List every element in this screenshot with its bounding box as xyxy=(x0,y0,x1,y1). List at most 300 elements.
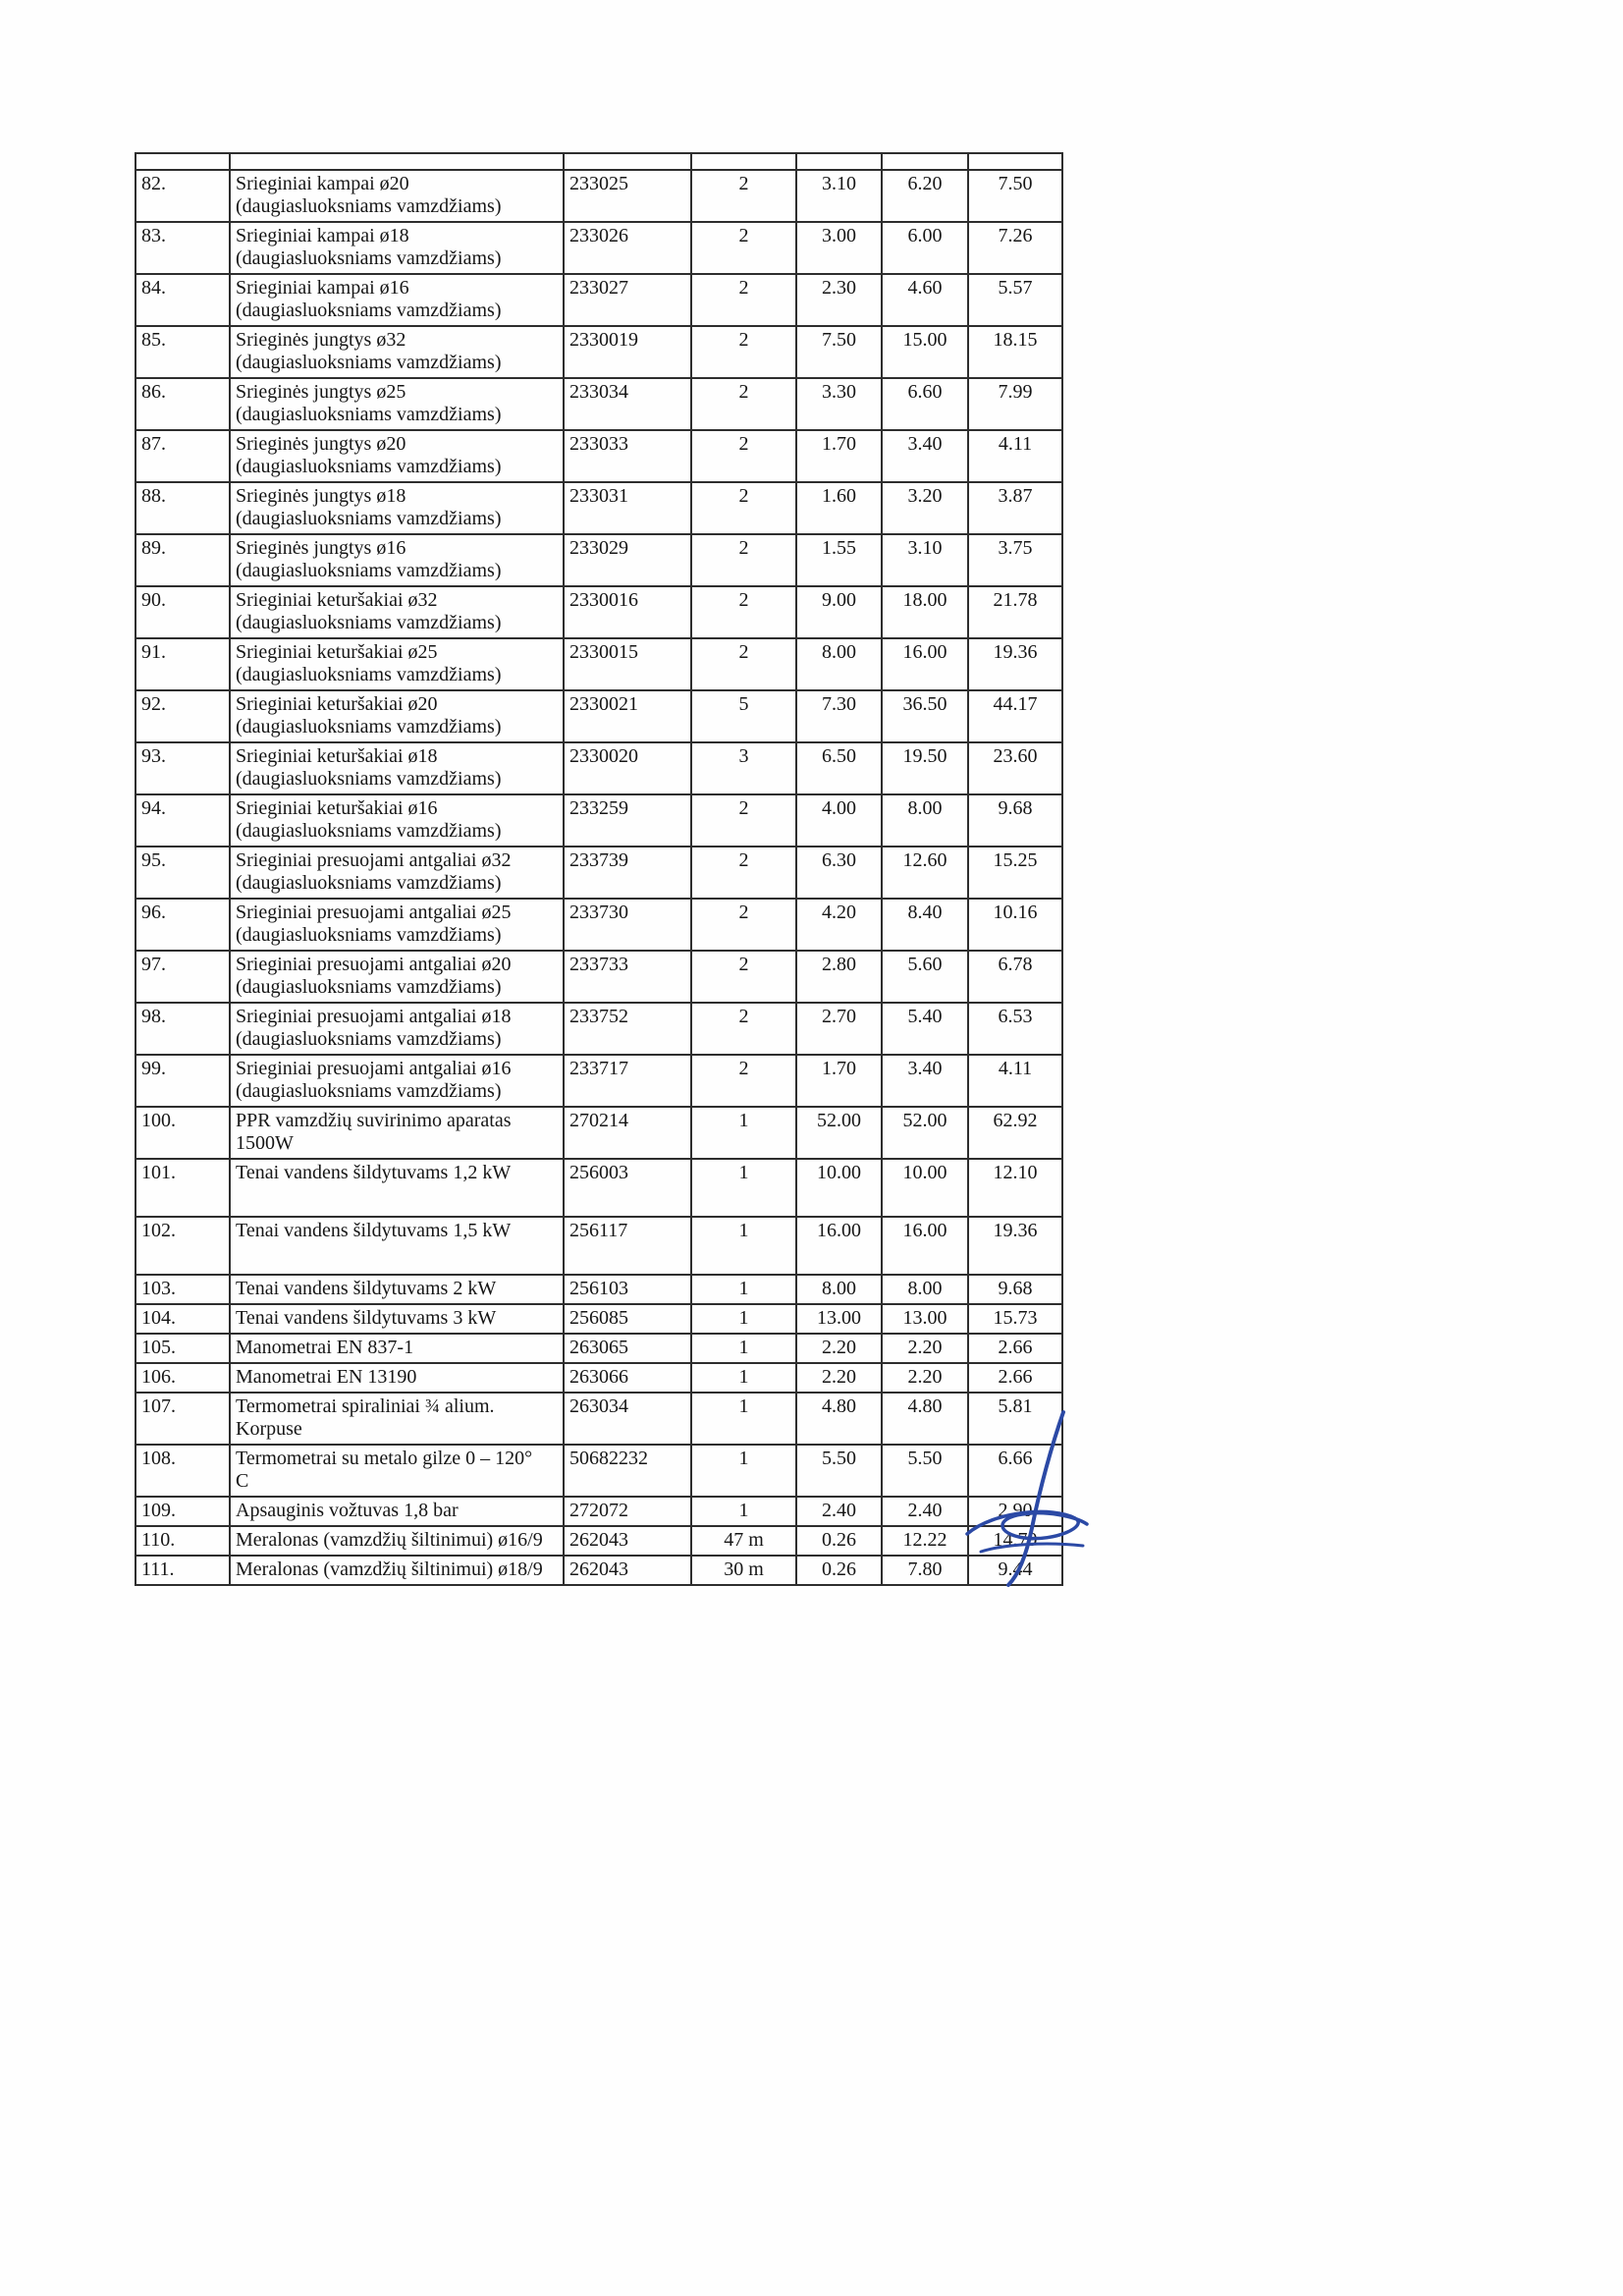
description-line: Srieginės jungtys ø20 xyxy=(236,433,406,455)
row-number: 94. xyxy=(135,794,230,847)
row-quantity: 2 xyxy=(691,847,796,899)
row-number: 82. xyxy=(135,170,230,222)
row-number: 96. xyxy=(135,899,230,951)
description-line: PPR vamzdžių suvirinimo aparatas xyxy=(236,1110,512,1131)
row-quantity: 1 xyxy=(691,1159,796,1217)
table-row xyxy=(135,794,1062,847)
row-code: 233733 xyxy=(564,951,691,1003)
row-amount-vat: 5.57 xyxy=(968,274,1062,326)
description-line: (daugiasluoksniams vamzdžiams) xyxy=(236,976,502,998)
row-code: 233259 xyxy=(564,794,691,847)
row-amount-vat: 10.16 xyxy=(968,899,1062,951)
row-quantity: 2 xyxy=(691,794,796,847)
row-number: 108. xyxy=(135,1445,230,1497)
row-number: 85. xyxy=(135,326,230,378)
description-line: (daugiasluoksniams vamzdžiams) xyxy=(236,560,502,581)
table-row xyxy=(135,951,1062,1003)
row-amount-vat: 7.99 xyxy=(968,378,1062,430)
row-description xyxy=(230,378,564,430)
row-unit-price: 2.40 xyxy=(796,1497,882,1526)
row-number: 84. xyxy=(135,274,230,326)
table-row xyxy=(135,1304,1062,1334)
row-amount-vat: 44.17 xyxy=(968,690,1062,742)
table-row xyxy=(135,847,1062,899)
table-row xyxy=(135,1526,1062,1556)
table-row xyxy=(135,378,1062,430)
row-amount: 6.00 xyxy=(882,222,968,274)
table-row xyxy=(135,1556,1062,1585)
description-line: Tenai vandens šildytuvams 3 kW xyxy=(236,1307,497,1329)
row-unit-price: 0.26 xyxy=(796,1556,882,1585)
description-line: (daugiasluoksniams vamzdžiams) xyxy=(236,924,502,946)
row-quantity: 1 xyxy=(691,1217,796,1275)
row-number: 88. xyxy=(135,482,230,534)
row-unit-price: 2.20 xyxy=(796,1334,882,1363)
table-body xyxy=(135,153,1062,1585)
row-number: 89. xyxy=(135,534,230,586)
row-description xyxy=(230,847,564,899)
row-amount: 7.80 xyxy=(882,1556,968,1585)
row-description xyxy=(230,1217,564,1275)
row-quantity: 2 xyxy=(691,534,796,586)
row-unit-price: 3.30 xyxy=(796,378,882,430)
signature-strokes xyxy=(967,1412,1087,1585)
row-amount: 4.60 xyxy=(882,274,968,326)
row-amount-vat: 6.66 xyxy=(968,1445,1062,1497)
table-row xyxy=(135,1107,1062,1159)
description-line: C xyxy=(236,1470,249,1492)
row-code: 256117 xyxy=(564,1217,691,1275)
table-row xyxy=(135,222,1062,274)
description-line: 1500W xyxy=(236,1132,294,1154)
row-quantity: 2 xyxy=(691,274,796,326)
row-number: 87. xyxy=(135,430,230,482)
description-line: (daugiasluoksniams vamzdžiams) xyxy=(236,300,502,321)
row-amount-vat: 12.10 xyxy=(968,1159,1062,1217)
description-line: Srieginiai presuojami antgaliai ø18 xyxy=(236,1006,512,1027)
row-number: 90. xyxy=(135,586,230,638)
row-amount-vat: 18.15 xyxy=(968,326,1062,378)
empty-cell xyxy=(796,153,882,170)
row-number: 101. xyxy=(135,1159,230,1217)
row-description xyxy=(230,794,564,847)
row-amount: 3.20 xyxy=(882,482,968,534)
row-quantity: 2 xyxy=(691,1003,796,1055)
description-line: Manometrai EN 13190 xyxy=(236,1366,417,1388)
description-line: Srieginiai presuojami antgaliai ø16 xyxy=(236,1058,512,1079)
row-description xyxy=(230,1275,564,1304)
description-line: Srieginiai presuojami antgaliai ø25 xyxy=(236,902,512,923)
row-unit-price: 6.30 xyxy=(796,847,882,899)
table-row xyxy=(135,274,1062,326)
row-amount-vat: 4.11 xyxy=(968,430,1062,482)
row-description xyxy=(230,222,564,274)
row-code: 233025 xyxy=(564,170,691,222)
row-amount-vat: 5.81 xyxy=(968,1393,1062,1445)
description-line: (daugiasluoksniams vamzdžiams) xyxy=(236,664,502,685)
description-line: Srieginiai keturšakiai ø25 xyxy=(236,641,438,663)
row-code: 262043 xyxy=(564,1526,691,1556)
row-description xyxy=(230,1393,564,1445)
description-line: Srieginės jungtys ø18 xyxy=(236,485,406,507)
row-amount-vat: 19.36 xyxy=(968,638,1062,690)
row-description xyxy=(230,951,564,1003)
row-number: 103. xyxy=(135,1275,230,1304)
description-line: (daugiasluoksniams vamzdžiams) xyxy=(236,872,502,894)
row-amount: 2.20 xyxy=(882,1363,968,1393)
table-row xyxy=(135,482,1062,534)
row-description xyxy=(230,1159,564,1217)
row-description xyxy=(230,326,564,378)
row-code: 233730 xyxy=(564,899,691,951)
row-amount: 2.40 xyxy=(882,1497,968,1526)
row-number: 100. xyxy=(135,1107,230,1159)
description-line: (daugiasluoksniams vamzdžiams) xyxy=(236,352,502,373)
row-amount-vat: 2.90 xyxy=(968,1497,1062,1526)
description-line: Srieginiai keturšakiai ø20 xyxy=(236,693,438,715)
signature-ink xyxy=(938,1404,1114,1591)
row-quantity: 2 xyxy=(691,430,796,482)
table-row xyxy=(135,430,1062,482)
description-line: Tenai vandens šildytuvams 2 kW xyxy=(236,1278,497,1299)
row-amount: 8.40 xyxy=(882,899,968,951)
row-number: 86. xyxy=(135,378,230,430)
description-line: Termometrai su metalo gilze 0 – 120° xyxy=(236,1448,533,1469)
empty-cell xyxy=(230,153,564,170)
row-number: 106. xyxy=(135,1363,230,1393)
description-line: Srieginiai keturšakiai ø32 xyxy=(236,589,438,611)
row-number: 105. xyxy=(135,1334,230,1363)
description-line: (daugiasluoksniams vamzdžiams) xyxy=(236,1028,502,1050)
row-unit-price: 2.80 xyxy=(796,951,882,1003)
row-code: 256003 xyxy=(564,1159,691,1217)
row-code: 2330020 xyxy=(564,742,691,794)
row-code: 263066 xyxy=(564,1363,691,1393)
table-row xyxy=(135,1363,1062,1393)
row-code: 270214 xyxy=(564,1107,691,1159)
row-number: 83. xyxy=(135,222,230,274)
row-unit-price: 4.00 xyxy=(796,794,882,847)
description-line: (daugiasluoksniams vamzdžiams) xyxy=(236,768,502,790)
row-amount: 13.00 xyxy=(882,1304,968,1334)
row-description xyxy=(230,482,564,534)
row-amount: 12.60 xyxy=(882,847,968,899)
row-amount: 3.40 xyxy=(882,1055,968,1107)
empty-cell xyxy=(564,153,691,170)
row-amount-vat: 4.11 xyxy=(968,1055,1062,1107)
table-row xyxy=(135,1003,1062,1055)
row-number: 110. xyxy=(135,1526,230,1556)
row-amount: 6.20 xyxy=(882,170,968,222)
row-unit-price: 4.20 xyxy=(796,899,882,951)
handwritten-signature xyxy=(938,1404,1114,1591)
row-description xyxy=(230,274,564,326)
description-line: (daugiasluoksniams vamzdžiams) xyxy=(236,456,502,477)
table-row xyxy=(135,170,1062,222)
row-code: 233027 xyxy=(564,274,691,326)
row-unit-price: 10.00 xyxy=(796,1159,882,1217)
description-line: Srieginės jungtys ø25 xyxy=(236,381,406,403)
row-code: 2330019 xyxy=(564,326,691,378)
row-description xyxy=(230,1445,564,1497)
row-description xyxy=(230,1556,564,1585)
row-quantity: 47 m xyxy=(691,1526,796,1556)
row-unit-price: 16.00 xyxy=(796,1217,882,1275)
row-amount: 5.40 xyxy=(882,1003,968,1055)
row-code: 233033 xyxy=(564,430,691,482)
description-line: Srieginės jungtys ø32 xyxy=(236,329,406,351)
description-line: Apsauginis vožtuvas 1,8 bar xyxy=(236,1500,459,1521)
row-number: 95. xyxy=(135,847,230,899)
row-code: 50682232 xyxy=(564,1445,691,1497)
row-code: 2330015 xyxy=(564,638,691,690)
row-amount: 5.60 xyxy=(882,951,968,1003)
description-line: Srieginės jungtys ø16 xyxy=(236,537,406,559)
row-amount-vat: 9.44 xyxy=(968,1556,1062,1585)
row-number: 109. xyxy=(135,1497,230,1526)
table-row xyxy=(135,1159,1062,1217)
row-quantity: 1 xyxy=(691,1304,796,1334)
description-line: (daugiasluoksniams vamzdžiams) xyxy=(236,195,502,217)
row-quantity: 1 xyxy=(691,1107,796,1159)
row-number: 91. xyxy=(135,638,230,690)
table-row xyxy=(135,690,1062,742)
row-quantity: 1 xyxy=(691,1497,796,1526)
row-code: 256103 xyxy=(564,1275,691,1304)
table-row xyxy=(135,638,1062,690)
empty-cell xyxy=(691,153,796,170)
row-amount: 2.20 xyxy=(882,1334,968,1363)
table-row xyxy=(135,1055,1062,1107)
table-row xyxy=(135,742,1062,794)
row-description xyxy=(230,1304,564,1334)
row-number: 104. xyxy=(135,1304,230,1334)
row-unit-price: 3.10 xyxy=(796,170,882,222)
row-unit-price: 3.00 xyxy=(796,222,882,274)
row-amount-vat: 19.36 xyxy=(968,1217,1062,1275)
row-description xyxy=(230,586,564,638)
table-row xyxy=(135,534,1062,586)
row-unit-price: 2.30 xyxy=(796,274,882,326)
row-unit-price: 6.50 xyxy=(796,742,882,794)
row-amount-vat: 14.79 xyxy=(968,1526,1062,1556)
row-quantity: 1 xyxy=(691,1445,796,1497)
description-line: (daugiasluoksniams vamzdžiams) xyxy=(236,247,502,269)
description-line: Srieginiai presuojami antgaliai ø32 xyxy=(236,849,512,871)
row-number: 102. xyxy=(135,1217,230,1275)
row-code: 272072 xyxy=(564,1497,691,1526)
empty-cell xyxy=(882,153,968,170)
row-description xyxy=(230,1003,564,1055)
description-line: Meralonas (vamzdžių šiltinimui) ø18/9 xyxy=(236,1558,543,1580)
row-number: 98. xyxy=(135,1003,230,1055)
row-quantity: 2 xyxy=(691,1055,796,1107)
row-amount: 8.00 xyxy=(882,794,968,847)
empty-cell xyxy=(968,153,1062,170)
description-line: Meralonas (vamzdžių šiltinimui) ø16/9 xyxy=(236,1529,543,1551)
row-code: 2330016 xyxy=(564,586,691,638)
row-quantity: 2 xyxy=(691,951,796,1003)
row-amount: 8.00 xyxy=(882,1275,968,1304)
row-unit-price: 1.60 xyxy=(796,482,882,534)
row-code: 233717 xyxy=(564,1055,691,1107)
row-quantity: 2 xyxy=(691,222,796,274)
row-amount-vat: 15.25 xyxy=(968,847,1062,899)
row-quantity: 5 xyxy=(691,690,796,742)
row-amount: 3.40 xyxy=(882,430,968,482)
row-code: 263034 xyxy=(564,1393,691,1445)
row-quantity: 30 m xyxy=(691,1556,796,1585)
row-description xyxy=(230,742,564,794)
row-amount-vat: 23.60 xyxy=(968,742,1062,794)
description-line: (daugiasluoksniams vamzdžiams) xyxy=(236,1080,502,1102)
row-amount-vat: 6.53 xyxy=(968,1003,1062,1055)
row-code: 233034 xyxy=(564,378,691,430)
row-unit-price: 2.20 xyxy=(796,1363,882,1393)
row-amount: 18.00 xyxy=(882,586,968,638)
row-amount: 4.80 xyxy=(882,1393,968,1445)
row-quantity: 2 xyxy=(691,586,796,638)
table-row xyxy=(135,899,1062,951)
row-number: 93. xyxy=(135,742,230,794)
row-number: 107. xyxy=(135,1393,230,1445)
row-unit-price: 1.70 xyxy=(796,430,882,482)
row-quantity: 2 xyxy=(691,378,796,430)
row-code: 233739 xyxy=(564,847,691,899)
row-description xyxy=(230,638,564,690)
row-amount: 36.50 xyxy=(882,690,968,742)
row-unit-price: 1.70 xyxy=(796,1055,882,1107)
row-unit-price: 13.00 xyxy=(796,1304,882,1334)
row-amount-vat: 62.92 xyxy=(968,1107,1062,1159)
row-amount-vat: 21.78 xyxy=(968,586,1062,638)
table-row xyxy=(135,1445,1062,1497)
row-unit-price: 5.50 xyxy=(796,1445,882,1497)
description-line: Korpuse xyxy=(236,1418,302,1440)
row-quantity: 2 xyxy=(691,482,796,534)
row-code: 233752 xyxy=(564,1003,691,1055)
row-description xyxy=(230,690,564,742)
row-amount-vat: 3.75 xyxy=(968,534,1062,586)
row-quantity: 2 xyxy=(691,170,796,222)
row-amount-vat: 9.68 xyxy=(968,1275,1062,1304)
price-table xyxy=(135,152,1063,1586)
row-amount-vat: 9.68 xyxy=(968,794,1062,847)
description-line: Manometrai EN 837-1 xyxy=(236,1337,414,1358)
row-code: 233031 xyxy=(564,482,691,534)
row-description xyxy=(230,170,564,222)
row-amount-vat: 3.87 xyxy=(968,482,1062,534)
description-line: (daugiasluoksniams vamzdžiams) xyxy=(236,716,502,738)
row-quantity: 1 xyxy=(691,1393,796,1445)
row-description xyxy=(230,899,564,951)
table-row xyxy=(135,586,1062,638)
row-amount-vat: 2.66 xyxy=(968,1334,1062,1363)
description-line: Tenai vandens šildytuvams 1,5 kW xyxy=(236,1220,512,1241)
row-amount: 12.22 xyxy=(882,1526,968,1556)
table-top-partial-row xyxy=(135,153,1062,170)
row-number: 92. xyxy=(135,690,230,742)
row-description xyxy=(230,1107,564,1159)
row-unit-price: 4.80 xyxy=(796,1393,882,1445)
row-amount: 52.00 xyxy=(882,1107,968,1159)
row-description xyxy=(230,430,564,482)
row-amount: 16.00 xyxy=(882,638,968,690)
description-line: Srieginiai kampai ø16 xyxy=(236,277,409,299)
row-unit-price: 7.30 xyxy=(796,690,882,742)
row-unit-price: 0.26 xyxy=(796,1526,882,1556)
row-code: 233026 xyxy=(564,222,691,274)
table-row xyxy=(135,326,1062,378)
row-code: 256085 xyxy=(564,1304,691,1334)
row-amount-vat: 2.66 xyxy=(968,1363,1062,1393)
row-code: 262043 xyxy=(564,1556,691,1585)
description-line: Srieginiai kampai ø20 xyxy=(236,173,409,194)
table-row xyxy=(135,1217,1062,1275)
row-amount: 3.10 xyxy=(882,534,968,586)
row-quantity: 2 xyxy=(691,638,796,690)
row-code: 263065 xyxy=(564,1334,691,1363)
table-row xyxy=(135,1275,1062,1304)
row-amount-vat: 6.78 xyxy=(968,951,1062,1003)
row-quantity: 1 xyxy=(691,1334,796,1363)
row-quantity: 2 xyxy=(691,899,796,951)
description-line: (daugiasluoksniams vamzdžiams) xyxy=(236,508,502,529)
row-unit-price: 9.00 xyxy=(796,586,882,638)
row-quantity: 2 xyxy=(691,326,796,378)
empty-cell xyxy=(135,153,230,170)
row-description xyxy=(230,534,564,586)
table-row xyxy=(135,1497,1062,1526)
description-line: Srieginiai presuojami antgaliai ø20 xyxy=(236,954,512,975)
row-amount-vat: 7.50 xyxy=(968,170,1062,222)
row-description xyxy=(230,1526,564,1556)
row-description xyxy=(230,1363,564,1393)
table-row xyxy=(135,1334,1062,1363)
row-amount: 5.50 xyxy=(882,1445,968,1497)
description-line: Srieginiai keturšakiai ø16 xyxy=(236,797,438,819)
row-unit-price: 52.00 xyxy=(796,1107,882,1159)
row-number: 99. xyxy=(135,1055,230,1107)
row-unit-price: 1.55 xyxy=(796,534,882,586)
row-unit-price: 8.00 xyxy=(796,1275,882,1304)
row-code: 233029 xyxy=(564,534,691,586)
row-number: 111. xyxy=(135,1556,230,1585)
row-description xyxy=(230,1334,564,1363)
description-line: (daugiasluoksniams vamzdžiams) xyxy=(236,820,502,842)
row-unit-price: 7.50 xyxy=(796,326,882,378)
row-description xyxy=(230,1497,564,1526)
table-row xyxy=(135,1393,1062,1445)
row-amount: 15.00 xyxy=(882,326,968,378)
row-amount: 16.00 xyxy=(882,1217,968,1275)
description-line: (daugiasluoksniams vamzdžiams) xyxy=(236,612,502,633)
row-amount: 6.60 xyxy=(882,378,968,430)
description-line: Tenai vandens šildytuvams 1,2 kW xyxy=(236,1162,512,1183)
row-amount: 19.50 xyxy=(882,742,968,794)
row-quantity: 1 xyxy=(691,1275,796,1304)
row-code: 2330021 xyxy=(564,690,691,742)
description-line: (daugiasluoksniams vamzdžiams) xyxy=(236,404,502,425)
description-line: Termometrai spiraliniai ¾ alium. xyxy=(236,1395,495,1417)
row-amount: 10.00 xyxy=(882,1159,968,1217)
row-amount-vat: 15.73 xyxy=(968,1304,1062,1334)
row-unit-price: 8.00 xyxy=(796,638,882,690)
description-line: Srieginiai kampai ø18 xyxy=(236,225,409,246)
description-line: Srieginiai keturšakiai ø18 xyxy=(236,745,438,767)
row-number: 97. xyxy=(135,951,230,1003)
row-unit-price: 2.70 xyxy=(796,1003,882,1055)
